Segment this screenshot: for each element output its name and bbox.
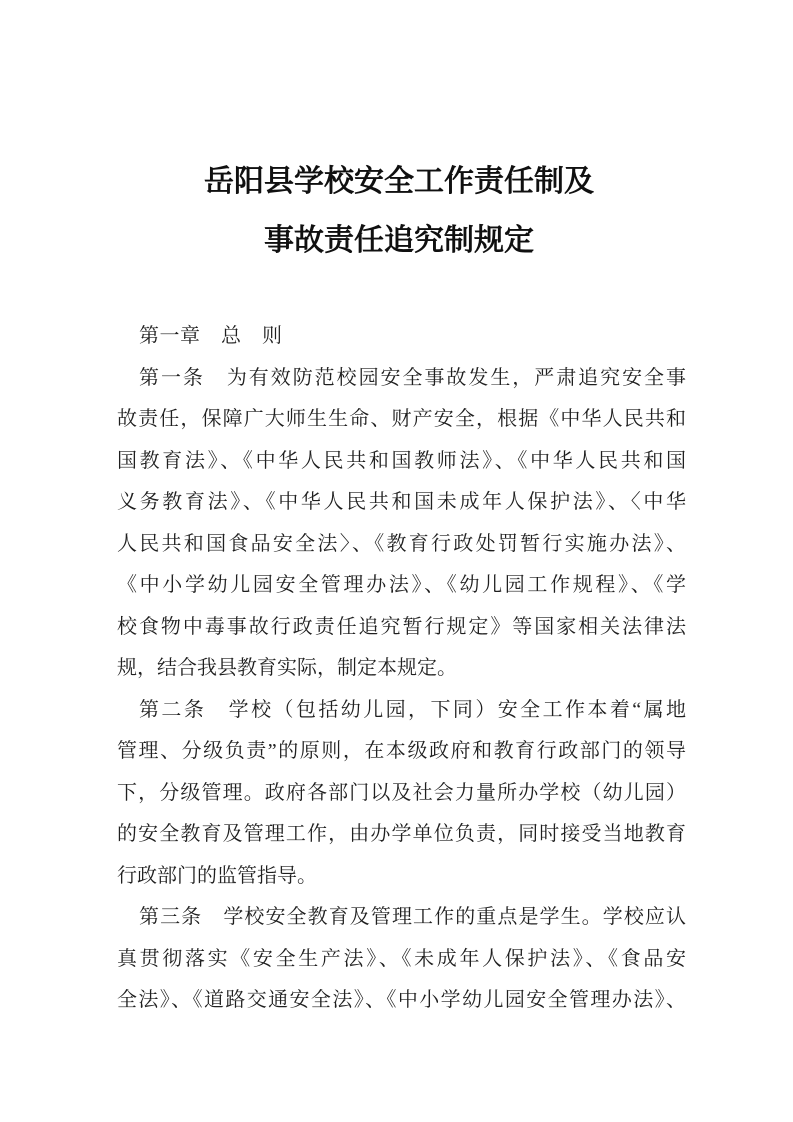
paragraph-line: 校食物中毒事故行政责任追究暂行规定》等国家相关法律法 — [117, 615, 686, 638]
paragraph-line: 全法》、《道路交通安全法》、《中小学幼儿园安全管理办法》、 — [117, 989, 686, 1011]
paragraph-line: 下，分级管理。政府各部门以及社会力量所办学校（幼儿园） — [117, 781, 686, 804]
paragraph-line: 第三条 学校安全教育及管理工作的重点是学生。学校应认 — [139, 906, 686, 928]
paragraph-line: 故责任，保障广大师生生命、财产安全，根据《中华人民共和 — [117, 408, 686, 430]
paragraph-line: 义务教育法》、《中华人民共和国未成年人保护法》、〈中华 — [117, 491, 686, 513]
paragraph-line: 的安全教育及管理工作，由办学单位负责，同时接受当地教育 — [117, 823, 686, 845]
paragraph-line: 第二条 学校（包括幼儿园，下同）安全工作本着“属地 — [139, 698, 686, 721]
document-title-line-1: 岳阳县学校安全工作责任制及 — [204, 165, 594, 198]
paragraph-line: 行政部门的监管指导。 — [117, 864, 317, 887]
document-title-line-2: 事故责任追究制规定 — [264, 224, 534, 257]
paragraph-line: 真贯彻落实《安全生产法》、《未成年人保护法》、《食品安 — [117, 947, 686, 970]
document-body — [117, 316, 686, 1022]
paragraph-line: 《中小学幼儿园安全管理办法》、《幼儿园工作规程》、《学 — [117, 574, 686, 596]
paragraph-line: 国教育法》、《中华人民共和国教师法》、《中华人民共和国 — [117, 449, 686, 472]
chapter-heading: 第一章 总 则 — [139, 325, 283, 347]
paragraph-line: 人民共和国食品安全法〉、《教育行政处罚暂行实施办法》、 — [117, 532, 686, 555]
paragraph-line: 管理、分级负责”的原则，在本级政府和教育行政部门的领导 — [117, 740, 686, 762]
paragraph-line: 规，结合我县教育实际，制定本规定。 — [117, 657, 457, 679]
document-title — [112, 152, 686, 270]
paragraph-line: 第一条 为有效防范校园安全事故发生，严肃追究安全事 — [139, 366, 686, 389]
